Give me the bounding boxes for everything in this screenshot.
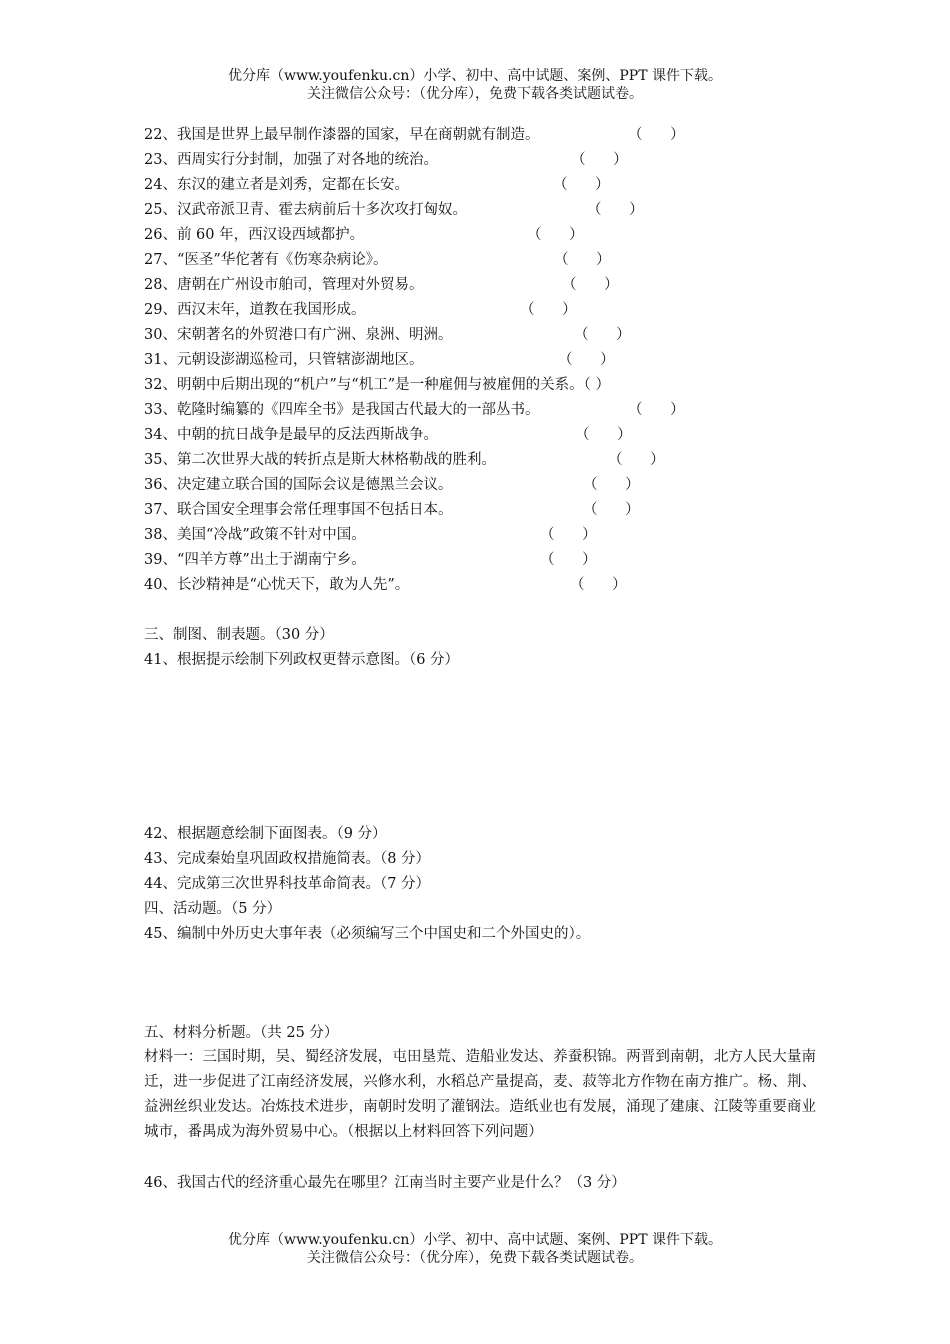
- answer-blank[interactable]: （ ）: [520, 302, 577, 318]
- answer-blank[interactable]: （ ）: [628, 127, 685, 143]
- question-text: 31、元朝设澎湖巡检司，只管辖澎湖地区。: [144, 352, 424, 368]
- answer-blank[interactable]: （ ）: [575, 427, 632, 443]
- header-line-1: 优分库（www.youfenku.cn）小学、初中、高中试题、案例、PPT 课件下载。: [227, 68, 722, 84]
- question-text: 33、乾隆时编纂的《四库全书》是我国古代最大的一部丛书。: [144, 402, 540, 418]
- section-3-title: 三、制图、制表题。（30 分）: [144, 627, 334, 643]
- footer-line-2: 关注微信公众号：（优分库），免费下载各类试题试卷。: [307, 1250, 643, 1266]
- question-text: 29、西汉末年，道教在我国形成。: [144, 302, 366, 318]
- question-41: 41、根据提示绘制下列政权更替示意图。（6 分）: [144, 652, 460, 668]
- question-text: 22、我国是世界上最早制作漆器的国家，早在商朝就有制造。: [144, 127, 540, 143]
- question-text: 38、美国“冷战”政策不针对中国。: [144, 527, 366, 543]
- question-23: [144, 151, 824, 169]
- question-text: 39、“四羊方尊”出土于湖南宁乡。: [144, 552, 366, 568]
- question-29: [144, 301, 824, 319]
- question-text: 32、明朝中后期出现的“机户”与“机工”是一种雇佣与被雇佣的关系。（ ）: [144, 377, 610, 393]
- question-37: [144, 501, 824, 519]
- question-30: [144, 326, 824, 344]
- question-32: [144, 376, 824, 394]
- question-text: 27、“医圣”华佗著有《伤寒杂病论》。: [144, 252, 388, 268]
- question-33: [144, 401, 824, 419]
- page-header: [0, 67, 950, 103]
- question-text: 28、唐朝在广州设市舶司，管理对外贸易。: [144, 277, 424, 293]
- question-26: [144, 226, 824, 244]
- question-28: [144, 276, 824, 294]
- question-text: 23、西周实行分封制，加强了对各地的统治。: [144, 152, 438, 168]
- question-31: [144, 351, 824, 369]
- answer-blank[interactable]: （ ）: [540, 527, 597, 543]
- question-22: [144, 126, 824, 144]
- section-4-title: 四、活动题。（5 分）: [144, 901, 282, 917]
- question-25: [144, 201, 824, 219]
- answer-blank[interactable]: （ ）: [628, 402, 685, 418]
- question-38: [144, 526, 824, 544]
- answer-blank[interactable]: （ ）: [540, 552, 597, 568]
- question-43: 43、完成秦始皇巩固政权措施简表。（8 分）: [144, 851, 431, 867]
- question-42: 42、根据题意绘制下面图表。（9 分）: [144, 826, 387, 842]
- answer-blank[interactable]: （ ）: [558, 352, 615, 368]
- question-text: 30、宋朝著名的外贸港口有广洲、泉洲、明洲。: [144, 327, 453, 343]
- material-one-paragraph: 材料一：三国时期，吴、蜀经济发展，屯田垦荒、造船业发达、养蚕积锦。两晋到南朝，北方人民大量南迁，进一步促进了江南经济发展，兴修水利，水稻总产量提高，麦、菽等北方作物在南方推广。杨、荆、益洲丝织业发达。冶炼技术进步，南朝时发明了灌钢法。造纸业也有发展，涌现了建康、江陵等重要商业城市，番禺成为海外贸易中心。（根据以上材料回答下列问题）: [144, 1049, 816, 1140]
- question-text: 40、长沙精神是“心忧天下，敢为人先”。: [144, 577, 410, 593]
- question-27: [144, 251, 824, 269]
- question-36: [144, 476, 824, 494]
- question-text: 34、中朝的抗日战争是最早的反法西斯战争。: [144, 427, 438, 443]
- header-line-2: 关注微信公众号：（优分库），免费下载各类试题试卷。: [307, 86, 643, 102]
- answer-blank[interactable]: （ ）: [583, 477, 640, 493]
- answer-blank[interactable]: （ ）: [562, 277, 619, 293]
- question-40: [144, 576, 824, 594]
- question-46: 46、我国古代的经济重心最先在哪里？江南当时主要产业是什么？（3 分）: [144, 1175, 626, 1191]
- answer-blank[interactable]: （ ）: [570, 577, 627, 593]
- question-44: 44、完成第三次世界科技革命简表。（7 分）: [144, 876, 431, 892]
- answer-blank[interactable]: （ ）: [553, 177, 610, 193]
- question-text: 26、前 60 年，西汉设西域都护。: [144, 227, 365, 243]
- answer-blank[interactable]: （ ）: [608, 452, 665, 468]
- answer-blank[interactable]: （ ）: [554, 252, 611, 268]
- question-text: 35、第二次世界大战的转折点是斯大林格勒战的胜利。: [144, 452, 496, 468]
- footer-line-1: 优分库（www.youfenku.cn）小学、初中、高中试题、案例、PPT 课件下载。: [227, 1232, 722, 1248]
- section-5-title: 五、材料分析题。（共 25 分）: [144, 1025, 339, 1041]
- question-45: 45、编制中外历史大事年表（必须编写三个中国史和二个外国史的）。: [144, 926, 591, 942]
- question-text: 25、汉武帝派卫青、霍去病前后十多次攻打匈奴。: [144, 202, 467, 218]
- page-footer: [0, 1231, 950, 1267]
- answer-blank[interactable]: （ ）: [527, 227, 584, 243]
- question-text: 36、决定建立联合国的国际会议是德黑兰会议。: [144, 477, 453, 493]
- question-39: [144, 551, 824, 569]
- question-text: 24、东汉的建立者是刘秀，定都在长安。: [144, 177, 409, 193]
- answer-blank[interactable]: （ ）: [587, 202, 644, 218]
- question-24: [144, 176, 824, 194]
- answer-blank[interactable]: （ ）: [583, 502, 640, 518]
- answer-blank[interactable]: （ ）: [571, 152, 628, 168]
- question-34: [144, 426, 824, 444]
- answer-blank[interactable]: （ ）: [574, 327, 631, 343]
- question-text: 37、联合国安全理事会常任理事国不包括日本。: [144, 502, 453, 518]
- question-35: [144, 451, 824, 469]
